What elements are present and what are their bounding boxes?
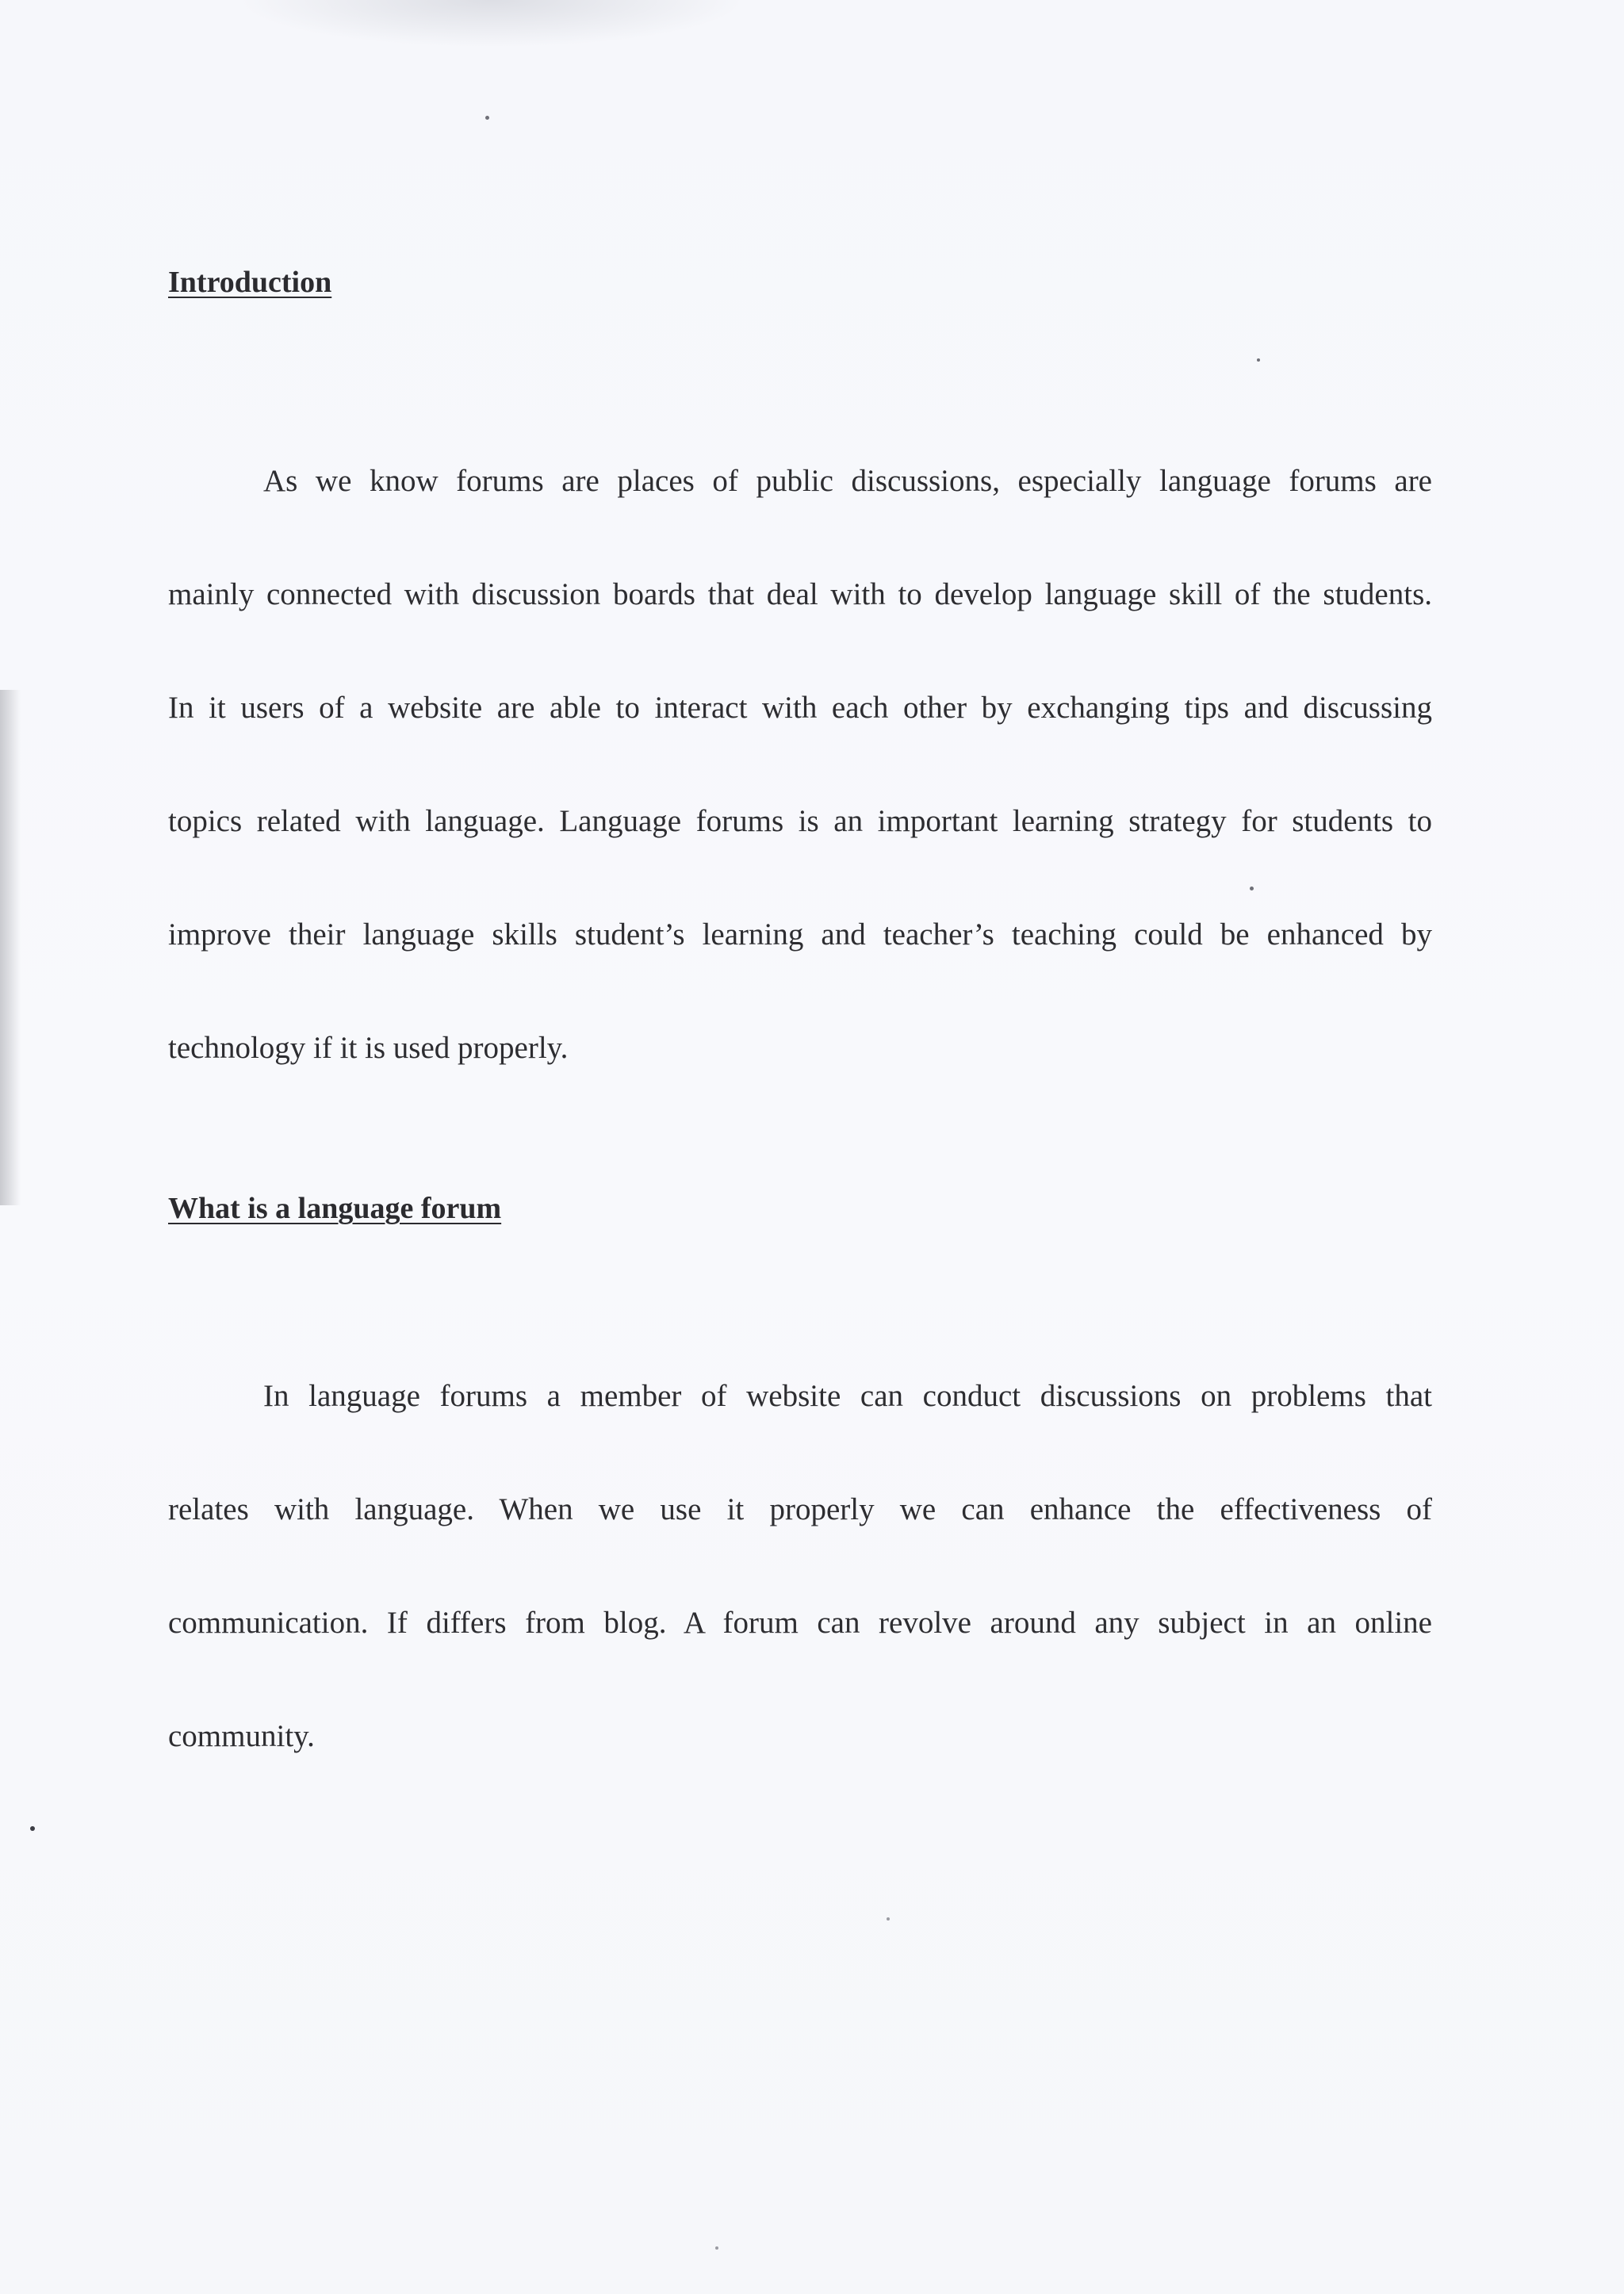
scan-speck — [1250, 887, 1254, 890]
paragraph-line: communication. If differs from blog. A forum can revolve around any subject in an online — [168, 1606, 1432, 1640]
scan-speck — [715, 2246, 718, 2250]
scan-smudge — [238, 0, 745, 48]
paragraph-line: In it users of a website are able to interact with each other by exchanging tips and discussing — [168, 691, 1432, 725]
paragraph-line: mainly connected with discussion boards that deal with to develop language skill of the students. — [168, 577, 1432, 611]
section-heading-introduction: Introduction — [168, 266, 332, 299]
scan-speck — [1257, 358, 1260, 362]
scan-speck — [30, 1826, 35, 1831]
scan-speck — [887, 1917, 890, 1921]
introduction-paragraph — [168, 424, 1432, 1105]
paragraph-line: community. — [168, 1719, 315, 1753]
paragraph-line: technology if it is used properly. — [168, 1031, 569, 1065]
paragraph-line: As we know forums are places of public discussions, especially language forums are — [263, 464, 1432, 498]
scan-speck — [485, 116, 489, 120]
paragraph-line: topics related with language. Language forums is an important learning strategy for students to — [168, 804, 1432, 838]
language-forum-paragraph — [168, 1339, 1432, 1793]
paragraph-line: relates with language. When we use it properly we can enhance the effectiveness of — [168, 1492, 1432, 1526]
scan-edge-shadow — [0, 690, 21, 1205]
section-heading-language-forum: What is a language forum — [168, 1192, 502, 1225]
paragraph-line: In language forums a member of website can conduct discussions on problems that — [263, 1379, 1432, 1413]
paragraph-line: improve their language skills student’s learning and teacher’s teaching could be enhanced by — [168, 917, 1432, 952]
